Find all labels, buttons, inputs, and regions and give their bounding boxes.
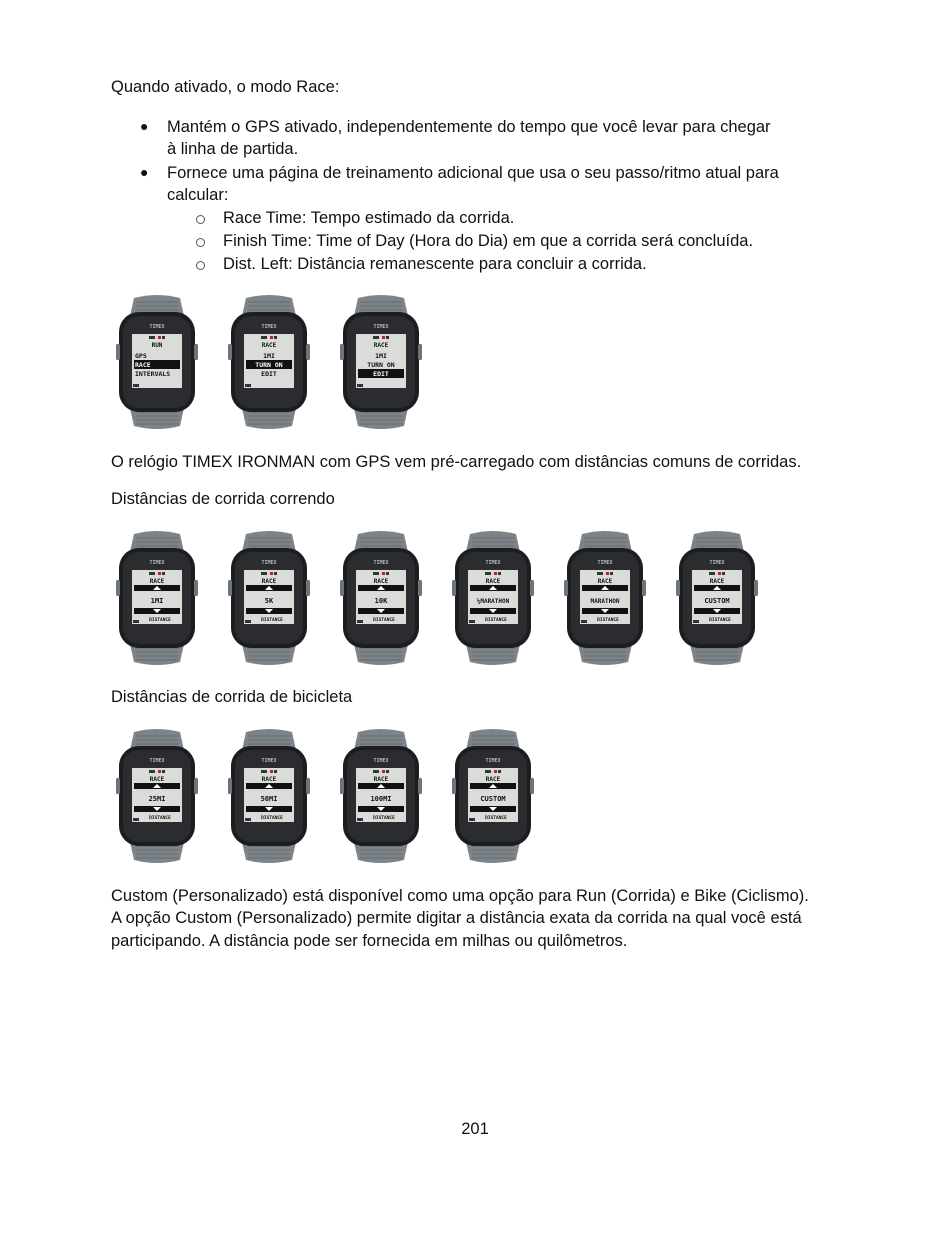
watch-brand-logo: TIMEX xyxy=(261,560,277,566)
battery-icon xyxy=(245,818,251,821)
bike-distances-heading: Distâncias de corrida de bicicleta xyxy=(111,688,353,706)
screen-footer: DISTANCE xyxy=(261,816,283,821)
screen-header: RACE xyxy=(149,578,165,585)
battery-icon xyxy=(245,620,251,623)
screen-header: RACE xyxy=(597,578,613,585)
watch-side-button xyxy=(418,344,422,360)
distance-watch xyxy=(564,530,646,666)
distance-value: CUSTOM xyxy=(704,597,730,605)
screen-header: RUN xyxy=(151,342,163,349)
distance-watch xyxy=(340,530,422,666)
bullet-marker: ● xyxy=(140,164,149,180)
battery-icon xyxy=(469,620,475,623)
watch-side-button xyxy=(418,778,422,794)
screen-header: RACE xyxy=(485,776,501,783)
watch-side-button xyxy=(418,580,422,596)
watch-side-button xyxy=(452,580,456,596)
battery-icon xyxy=(133,818,139,821)
menu-option: EDIT xyxy=(373,370,389,378)
battery-icon xyxy=(357,818,363,821)
distance-watch xyxy=(676,530,758,666)
watch-side-button xyxy=(340,778,344,794)
closing-line-3: participando. A distância pode ser fornecida em milhas ou quilômetros. xyxy=(111,932,628,950)
menu-option: GPS xyxy=(135,352,147,360)
distance-value: MARATHON xyxy=(590,598,620,605)
menu-option: EDIT xyxy=(261,370,277,378)
watch-brand-logo: TIMEX xyxy=(485,758,501,764)
menu-option: 1MI xyxy=(263,352,275,360)
watch-side-button xyxy=(194,778,198,794)
menu-watch xyxy=(228,294,310,430)
menu-option: RACE xyxy=(135,361,151,369)
menu-watch xyxy=(116,294,198,430)
screen-footer: DISTANCE xyxy=(485,618,507,623)
bullet-1-line-2: à linha de partida. xyxy=(167,140,299,158)
menu-option: TURN ON xyxy=(255,361,283,369)
distance-value: CUSTOM xyxy=(480,795,506,803)
screen-footer: DISTANCE xyxy=(597,618,619,623)
distance-value: 25MI xyxy=(148,795,166,803)
menu-watch-row xyxy=(116,294,422,430)
screen-header: RACE xyxy=(709,578,725,585)
sub-bullet-3: Dist. Left: Distância remanescente para concluir a corrida. xyxy=(223,255,647,273)
menu-option: INTERVALS xyxy=(135,370,171,378)
run-distances-heading: Distâncias de corrida correndo xyxy=(111,490,335,508)
closing-line-2: A opção Custom (Personalizado) permite digitar a distância exata da corrida na qual você está xyxy=(111,909,802,927)
bullet-marker: ● xyxy=(140,118,149,134)
distance-value: 1MI xyxy=(150,597,164,605)
menu-watch xyxy=(340,294,422,430)
distance-value: 5K xyxy=(264,597,274,605)
watch-side-button xyxy=(194,580,198,596)
closing-line-1: Custom (Personalizado) está disponível como uma opção para Run (Corrida) e Bike (Ciclismo). xyxy=(111,887,809,905)
distance-watch xyxy=(452,530,534,666)
watch-side-button xyxy=(194,344,198,360)
watch-side-button xyxy=(754,580,758,596)
watch-side-button xyxy=(340,344,344,360)
bike-distance-watch-row xyxy=(116,728,534,864)
screen-footer: DISTANCE xyxy=(373,816,395,821)
watch-side-button xyxy=(116,580,120,596)
sub-bullet-marker xyxy=(196,238,205,247)
distance-watch xyxy=(452,728,534,864)
watch-side-button xyxy=(228,344,232,360)
watch-brand-logo: TIMEX xyxy=(149,758,165,764)
distance-watch xyxy=(116,530,198,666)
sub-bullet-marker xyxy=(196,261,205,270)
distance-value: 10K xyxy=(374,597,388,605)
page-number: 201 xyxy=(461,1120,489,1138)
distance-watch xyxy=(340,728,422,864)
screen-footer: DISTANCE xyxy=(261,618,283,623)
watch-brand-logo: TIMEX xyxy=(149,324,165,330)
menu-option: TURN ON xyxy=(367,361,395,369)
screen-header: RACE xyxy=(261,776,277,783)
watch-side-button xyxy=(642,580,646,596)
battery-icon xyxy=(357,384,363,387)
distance-value: 50MI xyxy=(260,795,278,803)
watch-side-button xyxy=(530,580,534,596)
watch-brand-logo: TIMEX xyxy=(373,758,389,764)
sub-bullet-marker xyxy=(196,215,205,224)
battery-icon xyxy=(693,620,699,623)
battery-icon xyxy=(469,818,475,821)
watch-side-button xyxy=(306,344,310,360)
distance-value: ½MARATHON xyxy=(476,598,510,605)
screen-footer: DISTANCE xyxy=(373,618,395,623)
battery-icon xyxy=(133,384,139,387)
screen-header: RACE xyxy=(149,776,165,783)
screen-footer: DISTANCE xyxy=(709,618,731,623)
screen-footer: DISTANCE xyxy=(149,816,171,821)
run-distance-watch-row xyxy=(116,530,758,666)
battery-icon xyxy=(357,620,363,623)
intro-text: Quando ativado, o modo Race: xyxy=(111,78,340,96)
bullet-2-line-1: Fornece uma página de treinamento adicional que usa o seu passo/ritmo atual para xyxy=(167,164,779,182)
sub-bullet-1: Race Time: Tempo estimado da corrida. xyxy=(223,209,515,227)
menu-option: 1MI xyxy=(375,352,387,360)
watch-brand-logo: TIMEX xyxy=(261,758,277,764)
bullet-1-line-1: Mantém o GPS ativado, independentemente do tempo que você levar para chegar xyxy=(167,118,771,136)
battery-icon xyxy=(245,384,251,387)
battery-icon xyxy=(581,620,587,623)
battery-icon xyxy=(133,620,139,623)
watch-side-button xyxy=(116,778,120,794)
screen-footer: DISTANCE xyxy=(149,618,171,623)
screen-footer: DISTANCE xyxy=(485,816,507,821)
watch-side-button xyxy=(676,580,680,596)
watch-side-button xyxy=(306,580,310,596)
watch-brand-logo: TIMEX xyxy=(373,324,389,330)
distance-watch xyxy=(116,728,198,864)
watch-brand-logo: TIMEX xyxy=(149,560,165,566)
bullet-2-line-2: calcular: xyxy=(167,186,229,204)
watch-side-button xyxy=(340,580,344,596)
screen-header: RACE xyxy=(485,578,501,585)
screen-header: RACE xyxy=(373,578,389,585)
screen-header: RACE xyxy=(261,578,277,585)
watch-side-button xyxy=(452,778,456,794)
watch-side-button xyxy=(530,778,534,794)
watch-brand-logo: TIMEX xyxy=(485,560,501,566)
watch-brand-logo: TIMEX xyxy=(373,560,389,566)
watch-brand-logo: TIMEX xyxy=(709,560,725,566)
screen-header: RACE xyxy=(373,776,389,783)
preloaded-paragraph: O relógio TIMEX IRONMAN com GPS vem pré-carregado com distâncias comuns de corridas. xyxy=(111,453,802,471)
watch-side-button xyxy=(306,778,310,794)
watch-brand-logo: TIMEX xyxy=(261,324,277,330)
distance-watch xyxy=(228,530,310,666)
screen-header: RACE xyxy=(261,342,277,349)
watch-side-button xyxy=(228,778,232,794)
sub-bullet-2: Finish Time: Time of Day (Hora do Dia) em que a corrida será concluída. xyxy=(223,232,754,250)
watch-brand-logo: TIMEX xyxy=(597,560,613,566)
watch-side-button xyxy=(116,344,120,360)
distance-value: 100MI xyxy=(370,795,392,803)
watch-side-button xyxy=(228,580,232,596)
watch-side-button xyxy=(564,580,568,596)
screen-header: RACE xyxy=(373,342,389,349)
distance-watch xyxy=(228,728,310,864)
